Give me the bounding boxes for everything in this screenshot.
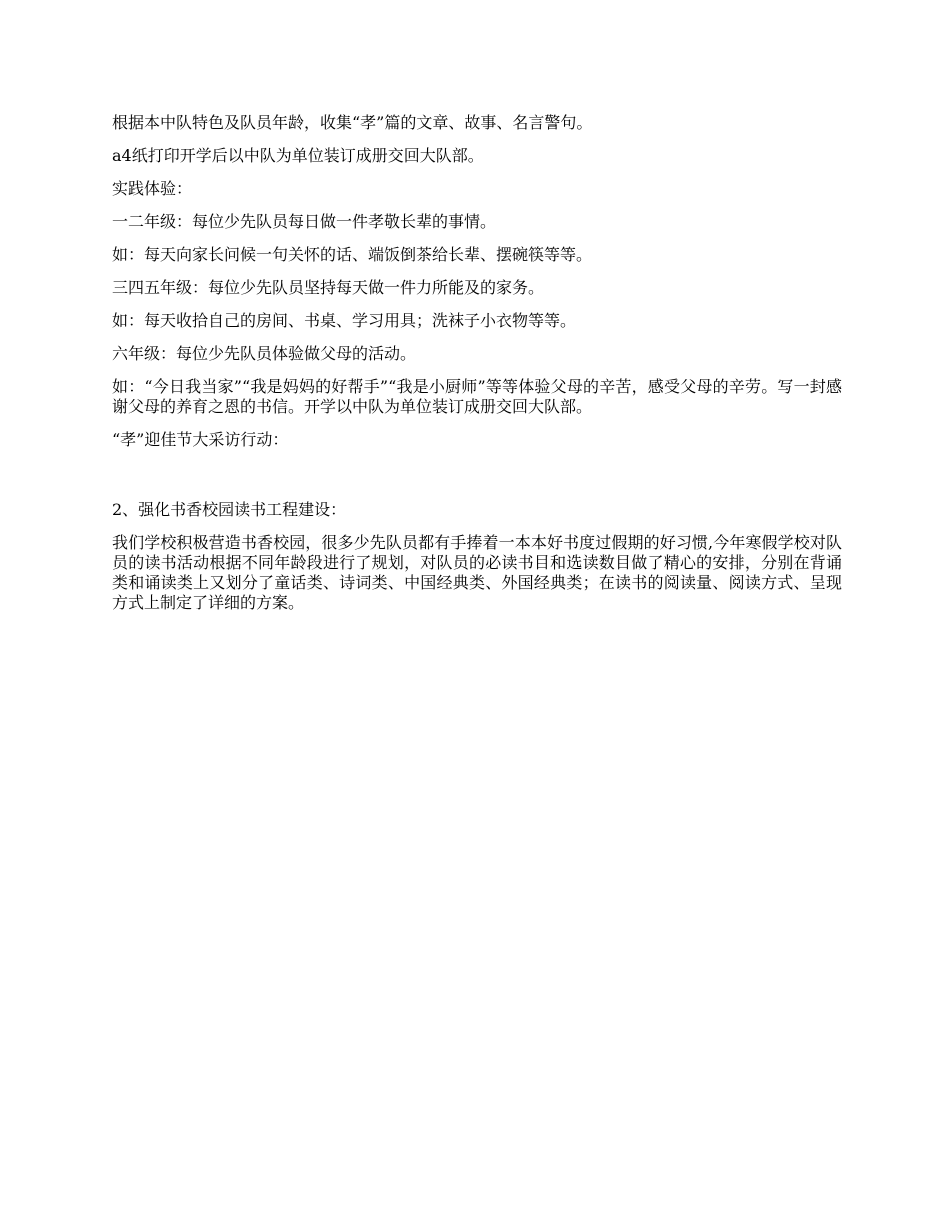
paragraph-grade-3-5: 三四五年级：每位少先队员坚持每天做一件力所能及的家务。: [112, 278, 545, 297]
paragraph-interview-action: “孝”迎佳节大采访行动：: [112, 430, 289, 449]
paragraph-grade-3-5-example: 如：每天收拾自己的房间、书桌、学习用具；洗袜子小衣物等等。: [112, 311, 577, 330]
paragraph-grade-6: 六年级：每位少先队员体验做父母的活动。: [112, 344, 417, 363]
paragraph-grade-6-example: 如：“今日我当家”“我是妈妈的好帮手”“我是小厨师”等等体验父母的辛苦，感受父母的辛劳。写一封感谢父母的养育之恩的书信。开学以中队为单位装订成册交回大队部。: [112, 377, 842, 416]
paragraph-practice-heading: 实践体验：: [112, 179, 193, 198]
paragraph-grade-1-2: 一二年级：每位少先队员每日做一件孝敬长辈的事情。: [112, 212, 497, 231]
paragraph-collect-articles: 根据本中队特色及队员年龄，收集“孝”篇的文章、故事、名言警句。: [112, 113, 593, 132]
paragraph-reading-project-body: 我们学校积极营造书香校园，很多少先队员都有手捧着一本本好书度过假期的好习惯,今年寒假学校对队员的读书活动根据不同年龄段进行了规划，对队员的必读书目和选读数目做了精心的安排，分别在背诵类和诵读类上又划分了童话类、诗词类、中国经典类、外国经典类；在读书的阅读量、阅读方式、呈现方式上制定了详细的方案。: [112, 533, 842, 612]
paragraph-grade-1-2-example: 如：每天向家长问候一句关怀的话、端饭倒茶给长辈、摆碗筷等等。: [112, 245, 593, 264]
section-heading-reading-project: 2、强化书香校园读书工程建设：: [112, 500, 347, 519]
paragraph-print-instructions: a4纸打印开学后以中队为单位装订成册交回大队部。: [112, 146, 484, 165]
document-body: [112, 113, 842, 626]
